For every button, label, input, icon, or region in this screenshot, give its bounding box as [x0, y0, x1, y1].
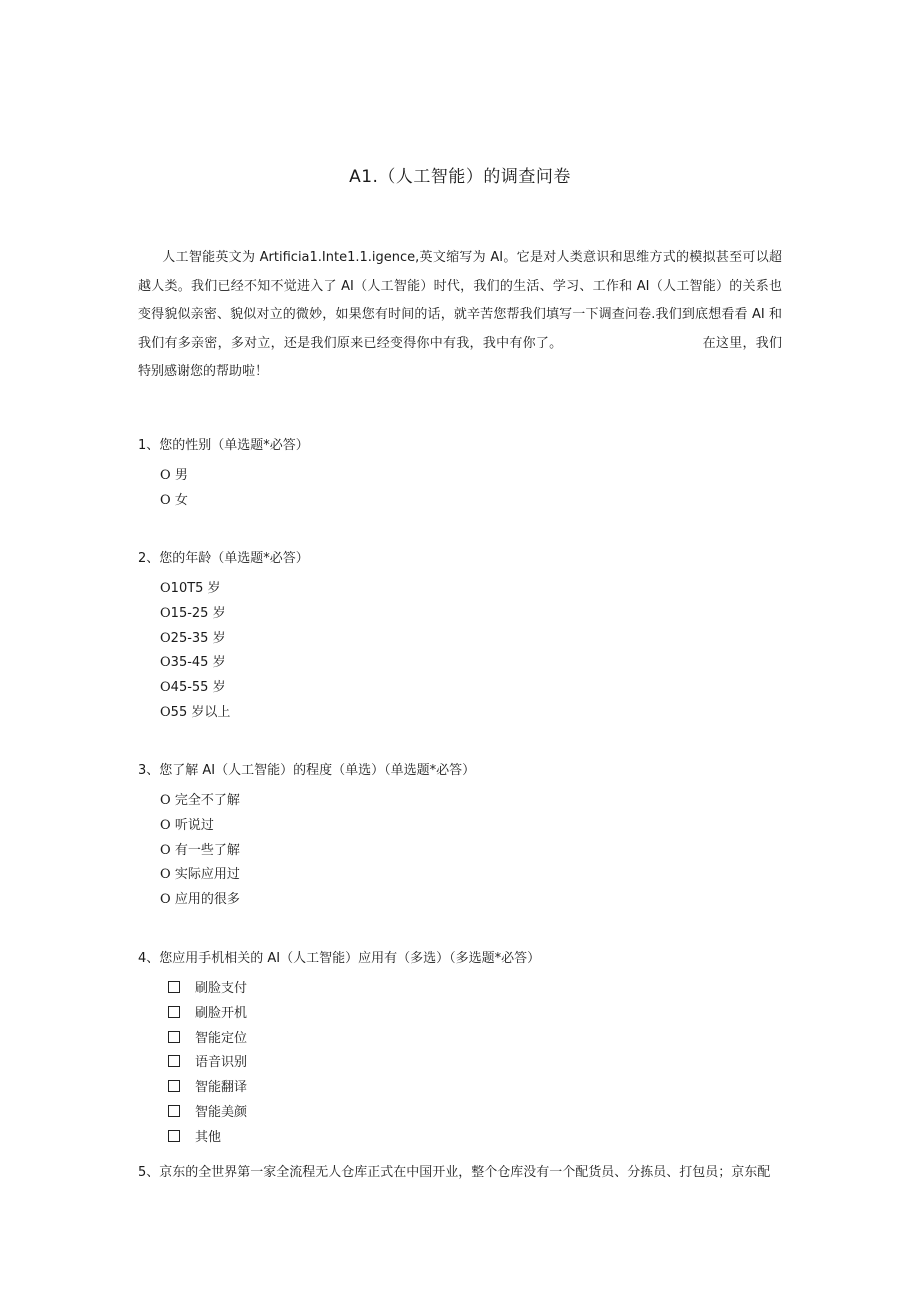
radio-option[interactable]	[138, 577, 788, 602]
radio-option[interactable]	[138, 676, 788, 701]
radio-option[interactable]	[138, 863, 788, 888]
option-label: 语音识别	[195, 1055, 248, 1071]
option-label: 男	[174, 468, 188, 483]
radio-marker: O	[160, 892, 171, 908]
option-label: 有一些了解	[174, 842, 240, 858]
checkbox-icon[interactable]	[168, 1105, 180, 1117]
question-jd-warehouse	[138, 1162, 788, 1184]
radio-marker: O	[160, 655, 171, 671]
option-label: 智能翻译	[195, 1080, 248, 1096]
question-ai-familiarity	[138, 760, 788, 913]
question-mobile-ai-apps	[138, 948, 788, 1151]
radio-option[interactable]	[138, 701, 788, 726]
radio-marker: O	[160, 817, 171, 833]
option-label: 其他	[195, 1129, 222, 1145]
question-title: 3、您了解 AI（人工智能）的程度（单选）（单选题*必答）	[138, 763, 476, 778]
question-title: 4、您应用手机相关的 AI（人工智能）应用有（多选）（多选题*必答）	[138, 951, 541, 966]
radio-option[interactable]	[138, 651, 788, 676]
option-list	[138, 977, 788, 1151]
checkbox-option[interactable]	[138, 1126, 788, 1151]
intro-thanks: 在这里，我们特别感谢您的帮助啦！	[138, 335, 782, 379]
radio-option[interactable]	[138, 789, 788, 814]
radio-option[interactable]	[138, 839, 788, 864]
option-label: 刷脸开机	[195, 1005, 248, 1021]
checkbox-option[interactable]	[138, 1051, 788, 1076]
checkbox-option[interactable]	[138, 1076, 788, 1101]
option-label: 35-45 岁	[170, 655, 226, 671]
radio-option[interactable]	[138, 602, 788, 627]
radio-option[interactable]	[138, 888, 788, 913]
checkbox-icon[interactable]	[168, 1130, 180, 1142]
option-label: 完全不了解	[174, 793, 240, 808]
question-title: 1、您的性别（单选题*必答）	[138, 438, 309, 453]
checkbox-icon[interactable]	[168, 1006, 180, 1018]
radio-marker: O	[160, 793, 171, 808]
option-list	[138, 577, 788, 726]
option-label: 45-55 岁	[170, 680, 226, 696]
option-label: 55 岁以上	[170, 704, 231, 720]
option-label: 智能定位	[195, 1030, 248, 1046]
checkbox-option[interactable]	[138, 1002, 788, 1027]
radio-marker: O	[160, 581, 171, 596]
checkbox-option[interactable]	[138, 1101, 788, 1126]
option-label: 15-25 岁	[170, 605, 226, 621]
intro-paragraph	[138, 244, 782, 387]
option-label: 10T5 岁	[170, 581, 221, 596]
radio-option[interactable]	[138, 814, 788, 839]
checkbox-option[interactable]	[138, 1027, 788, 1052]
option-label: 实际应用过	[174, 867, 240, 883]
question-age	[138, 548, 788, 726]
checkbox-icon[interactable]	[168, 981, 180, 993]
survey-intro	[138, 244, 782, 387]
radio-marker: O	[160, 605, 171, 621]
radio-marker: O	[160, 630, 171, 646]
radio-marker: O	[160, 680, 171, 696]
checkbox-icon[interactable]	[168, 1055, 180, 1067]
option-label: 25-35 岁	[170, 630, 226, 646]
option-label: 智能美颜	[195, 1104, 248, 1120]
option-label: 听说过	[174, 817, 214, 833]
radio-marker: O	[160, 704, 171, 720]
question-title: 2、您的年龄（单选题*必答）	[138, 551, 309, 566]
survey-title: A1.（人工智能）的调查问卷	[349, 167, 571, 187]
option-label: 女	[174, 492, 188, 508]
radio-marker: O	[160, 492, 171, 508]
intro-text: 人工智能英文为 Artificia1.Inte1.1.igence,英文缩写为 AI。它是对人类意识和思维方式的模拟甚至可以超越人类。我们已经不知不觉进入了 AI（人工智能）时代，我们的生活、学习、工作和 AI（人工智能）的关系也变得貌似亲密、貌似对立的微妙，如果您有时间的话，就辛苦您帮我们填写一下调查问卷.我们到底想看看 AI 和我们有多亲密，多对立，还是我们原来已经变得你中有我，我中有你了。	[138, 250, 782, 351]
radio-marker: O	[160, 867, 171, 883]
radio-marker: O	[160, 468, 171, 483]
question-gender	[138, 435, 788, 514]
checkbox-icon[interactable]	[168, 1031, 180, 1043]
question-title: 5、京东的全世界第一家全流程无人仓库正式在中国开业，整个仓库没有一个配货员、分拣员、打包员；京东配	[138, 1165, 771, 1180]
option-list	[138, 789, 788, 913]
radio-option[interactable]	[138, 489, 788, 514]
radio-marker: O	[160, 842, 171, 858]
radio-option[interactable]	[138, 627, 788, 652]
radio-option[interactable]	[138, 464, 788, 489]
checkbox-option[interactable]	[138, 977, 788, 1002]
option-label: 应用的很多	[174, 892, 240, 908]
checkbox-icon[interactable]	[168, 1080, 180, 1092]
option-label: 刷脸支付	[195, 981, 248, 996]
option-list	[138, 464, 788, 514]
